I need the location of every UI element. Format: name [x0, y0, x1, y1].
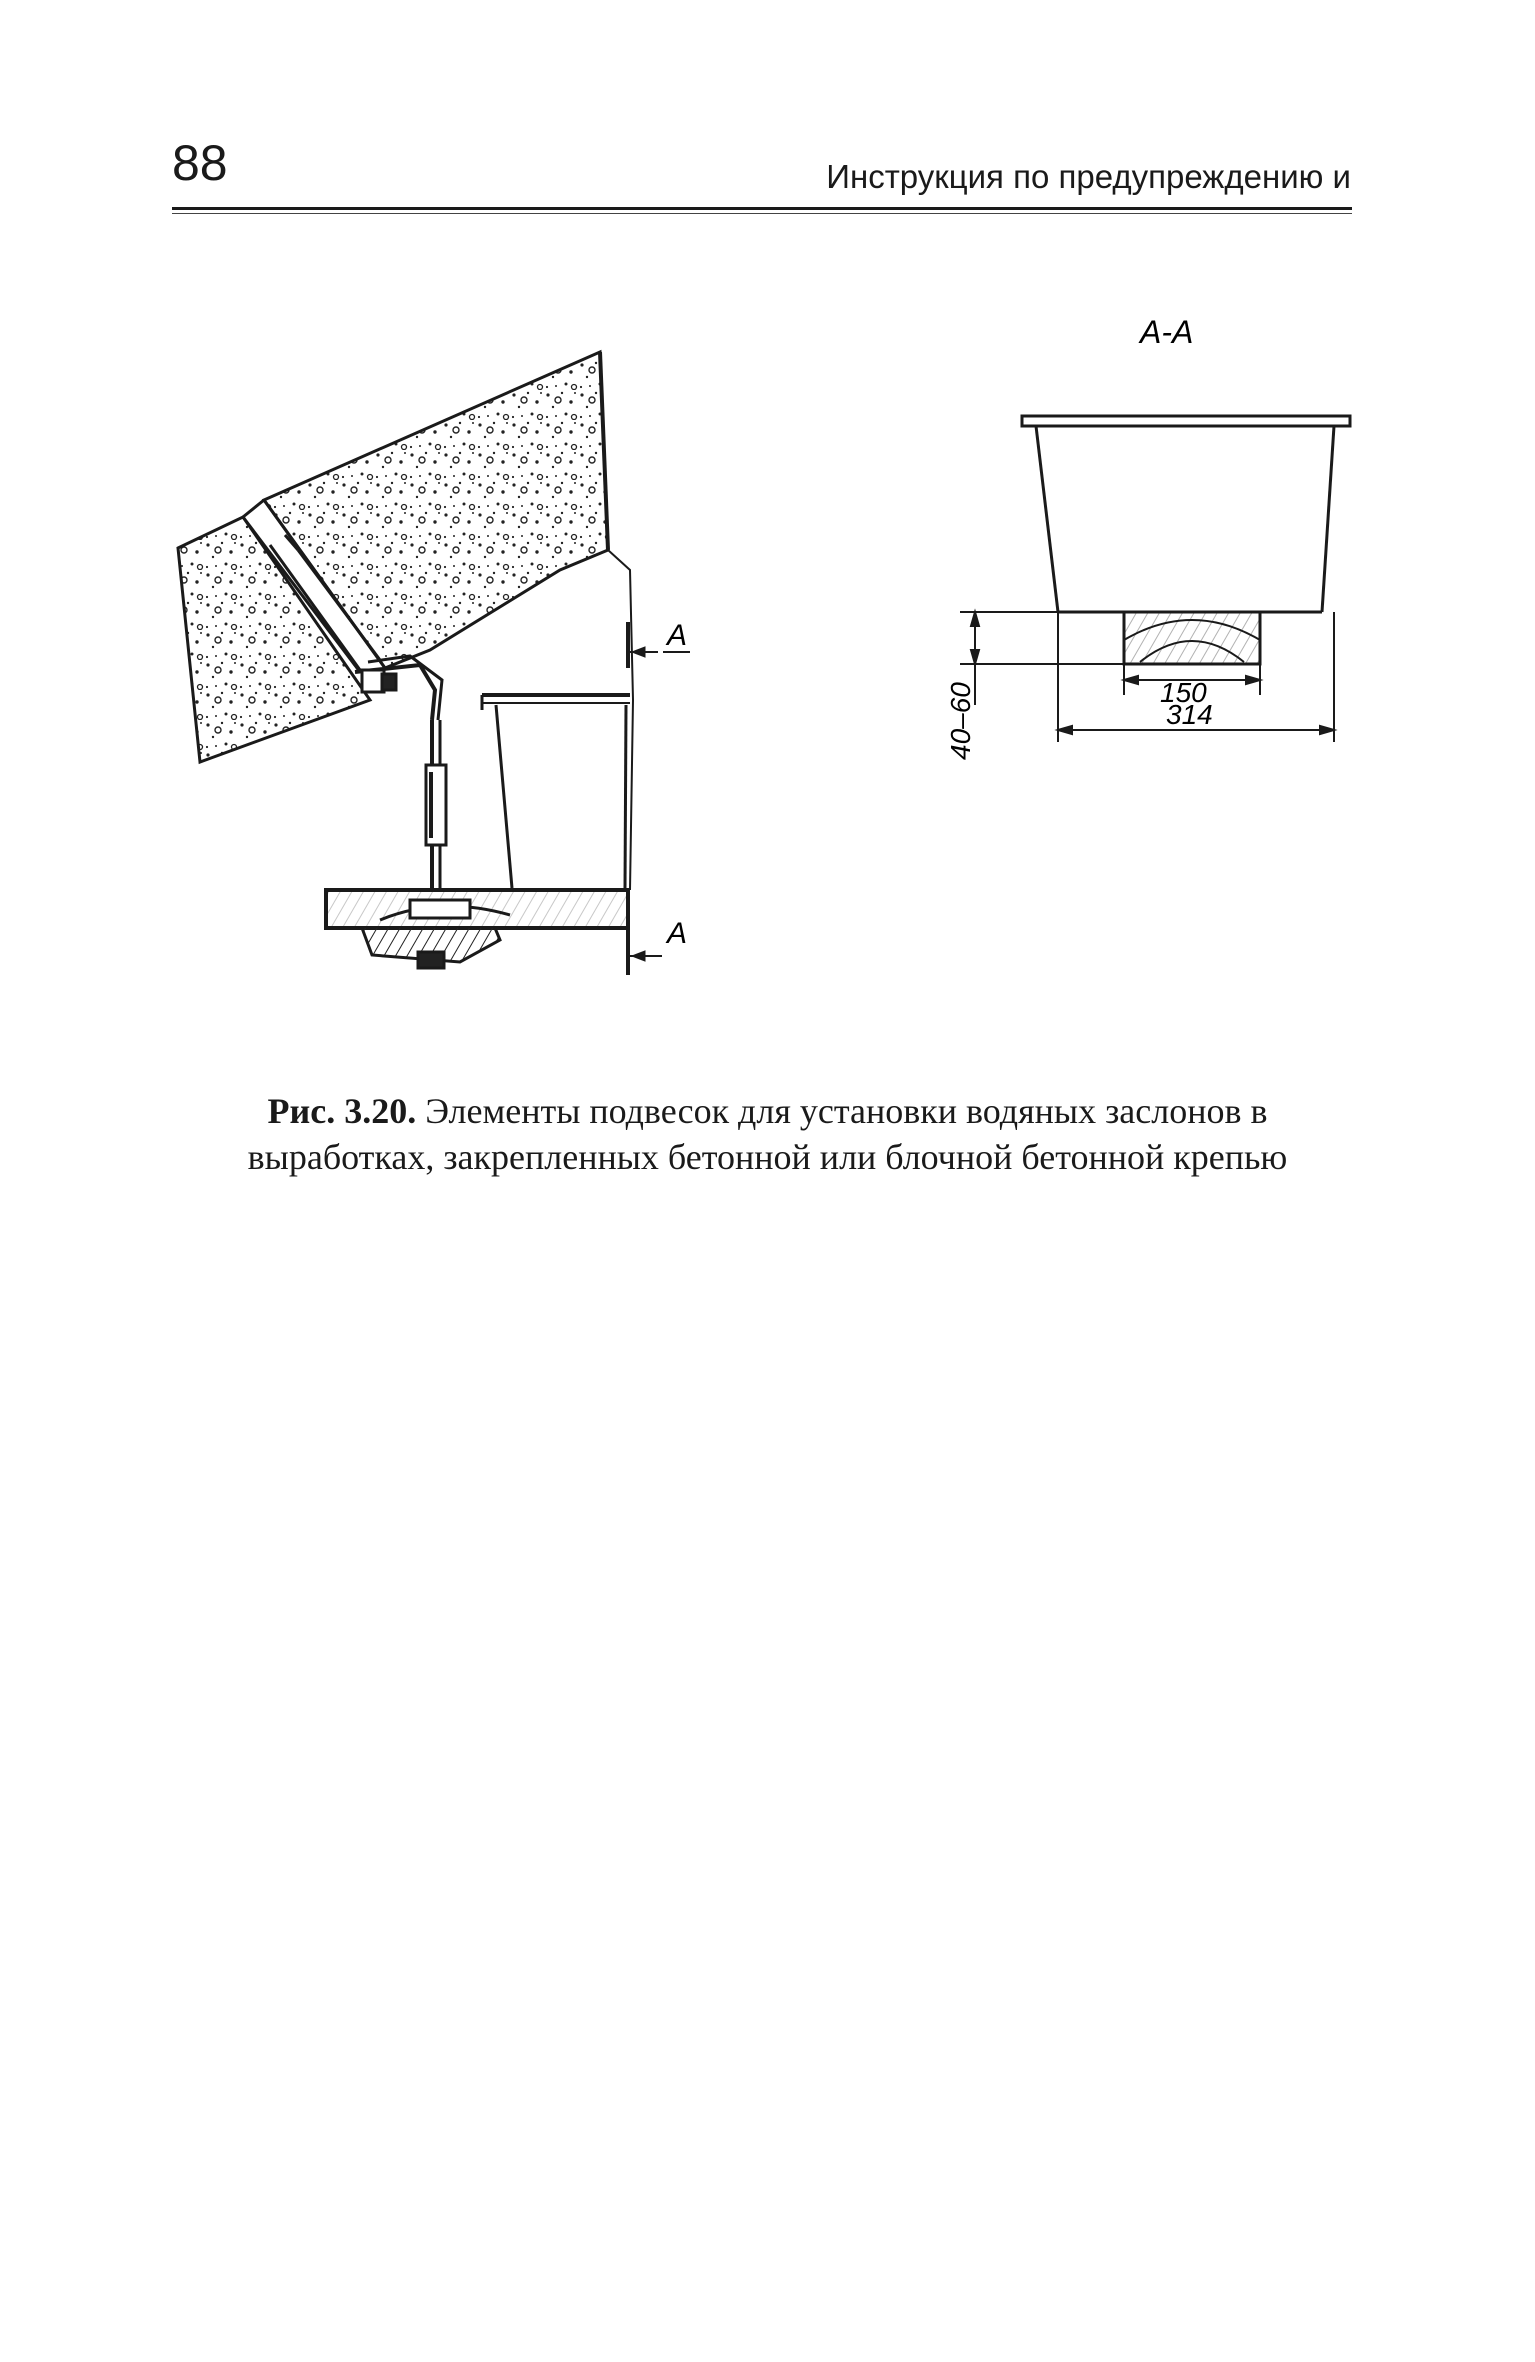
- dimension-150: 150: [1160, 677, 1207, 708]
- section-label-bottom: A: [667, 917, 688, 950]
- dimension-40-60: 40–60: [945, 682, 976, 760]
- support-beam: [326, 890, 628, 968]
- figure-caption: [200, 1088, 1335, 1180]
- page-number: 88: [172, 135, 228, 191]
- figure-caption-text: Элементы подвесок для установки водяных заслонов в выработках, закрепленных бетонной или блочной бетонной крепью: [247, 1091, 1288, 1177]
- figure-number: Рис. 3.20.: [267, 1091, 417, 1131]
- figure-drawing: [0, 0, 1535, 1020]
- dimension-314: 314: [1166, 699, 1213, 730]
- support-beam-section: [1124, 612, 1260, 664]
- section-title: A-A: [1140, 314, 1194, 350]
- running-header: Инструкция по предупреждению и: [826, 158, 1351, 195]
- water-tank-side: [482, 695, 630, 888]
- hanger-rod: [355, 656, 446, 890]
- water-tank-section: [1022, 416, 1350, 612]
- section-label-top: A: [667, 619, 688, 652]
